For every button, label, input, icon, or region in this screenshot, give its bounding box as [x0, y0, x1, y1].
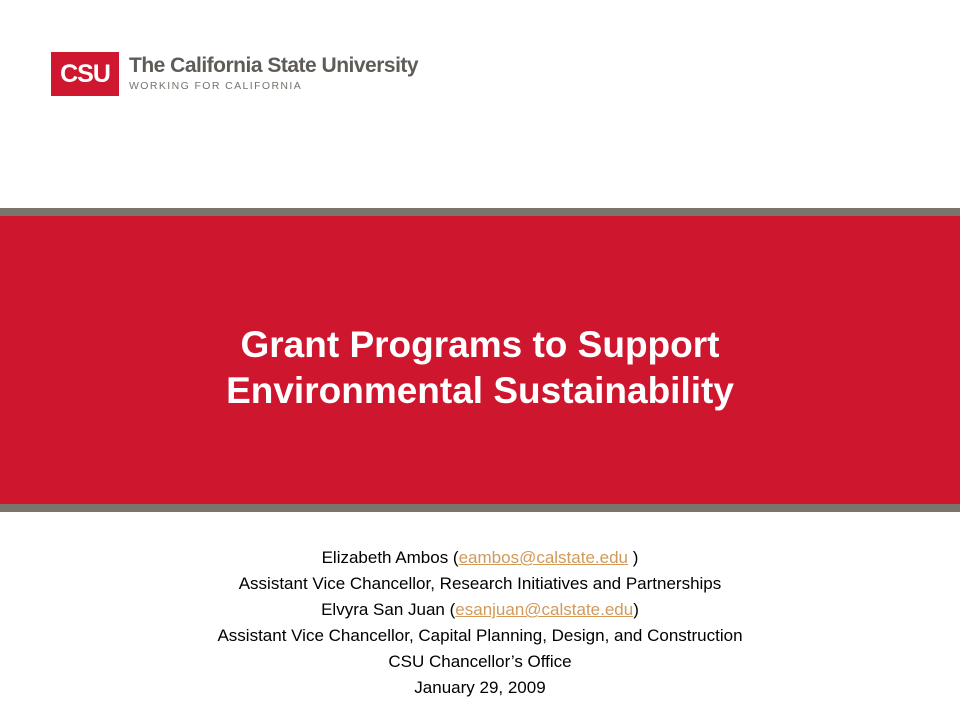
- logo-tagline: WORKING FOR CALIFORNIA: [129, 80, 303, 92]
- presenter-2-name: Elvyra San Juan (: [321, 600, 456, 619]
- presenter-1-email-link[interactable]: eambos@calstate.edu: [458, 548, 629, 567]
- csu-logo-mark: CSU: [51, 52, 119, 96]
- presenter-1-suffix: ): [628, 548, 639, 567]
- slide-title: [0, 322, 960, 414]
- presenter-2-email-link[interactable]: esanjuan@calstate.edu: [455, 600, 634, 619]
- banner-bottom-divider: [0, 504, 960, 512]
- presentation-date: January 29, 2009: [414, 678, 546, 697]
- slide-title-line-2: Environmental Sustainability: [226, 370, 734, 411]
- slide-title-line-1: Grant Programs to Support: [240, 324, 720, 365]
- banner-top-divider: [0, 208, 960, 216]
- csu-logo: [51, 52, 418, 96]
- presenter-1-name: Elizabeth Ambos (: [321, 548, 459, 567]
- logo-university-name: The California State University: [129, 54, 419, 77]
- presenter-2-role: Assistant Vice Chancellor, Capital Planning, Design, and Construction: [217, 626, 743, 645]
- presenter-1-line: [0, 545, 960, 571]
- presenter-info: [0, 545, 960, 701]
- presenter-2-suffix: ): [633, 600, 639, 619]
- csu-logo-text: [129, 55, 418, 93]
- office-name: CSU Chancellor’s Office: [388, 652, 572, 671]
- presenter-1-role: Assistant Vice Chancellor, Research Initiatives and Partnerships: [238, 574, 722, 593]
- presenter-2-line: [0, 597, 960, 623]
